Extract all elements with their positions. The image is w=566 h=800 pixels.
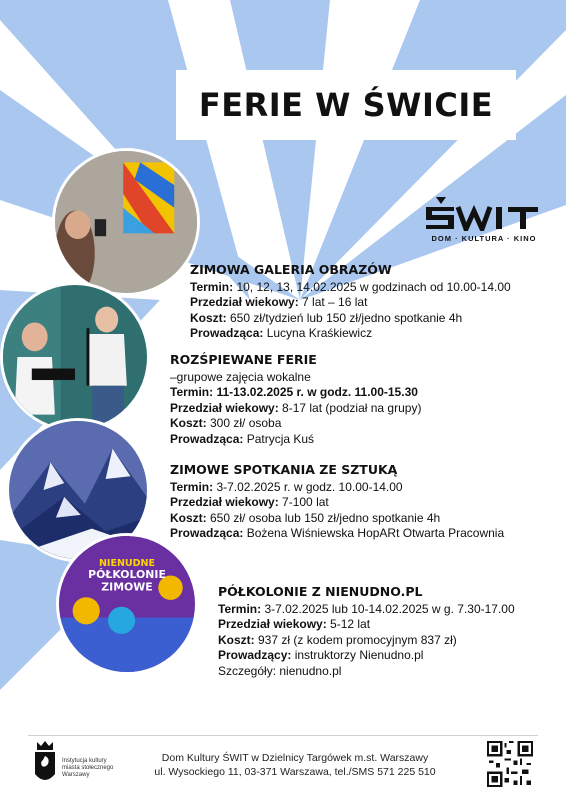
event-line: Koszt: 937 zł (z kodem promocyjnym 837 zł) bbox=[218, 632, 457, 647]
footer-divider bbox=[28, 735, 538, 736]
event-singing bbox=[170, 352, 421, 447]
event-camp bbox=[218, 584, 515, 679]
logo-subtitle: DOM · KULTURA · KINO bbox=[431, 234, 537, 243]
event-line: Termin: 10, 12, 13, 14.02.2025 w godzinach od 10.00-14.00 bbox=[190, 279, 511, 294]
photo-poster bbox=[56, 533, 198, 675]
event-details-link[interactable]: Szczegóły: nienudno.pl bbox=[218, 663, 342, 678]
page-title: FERIE W ŚWICIE bbox=[198, 86, 494, 124]
photo-singing bbox=[0, 282, 150, 432]
event-title: ZIMOWE SPOTKANIA ZE SZTUKĄ bbox=[170, 462, 398, 477]
swit-logo bbox=[420, 195, 548, 243]
footer-address: Dom Kultury ŚWIT w Dzielnicy Targówek m.st. Warszawy ul. Wysockiego 11, 03-371 Warszawa, tel./SMS 571 225 510 bbox=[154, 752, 436, 778]
event-line: Przedział wiekowy: 5-12 lat bbox=[218, 617, 371, 631]
photo-gallery bbox=[52, 148, 200, 296]
event-line: Koszt: 650 zł/ osoba lub 150 zł/jedno spotkanie 4h bbox=[170, 510, 441, 525]
institution-label: Instytucja kultury miasta stołecznego Warszawy bbox=[62, 758, 114, 778]
event-line: Prowadząca: Lucyna Kraśkiewicz bbox=[190, 326, 373, 340]
poster-line1: NIENUDNE bbox=[98, 557, 156, 569]
event-line: Prowadząca: Patrycja Kuś bbox=[170, 431, 315, 446]
event-gallery bbox=[190, 262, 511, 342]
event-title: ZIMOWA GALERIA OBRAZÓW bbox=[190, 262, 392, 277]
swit-logo-mark bbox=[424, 195, 544, 231]
event-line: Przedział wiekowy: 8-17 lat (podział na grupy) bbox=[170, 400, 422, 415]
title-banner bbox=[176, 70, 516, 140]
event-line: Prowadząca: Bożena Wiśniewska HopARt Otwarta Pracownia bbox=[170, 526, 505, 540]
event-line: Przedział wiekowy: 7-100 lat bbox=[170, 495, 329, 509]
event-line: Przedział wiekowy: 7 lat – 16 lat bbox=[190, 295, 368, 309]
event-title: PÓŁKOLONIE Z NIENUDNO.PL bbox=[218, 584, 423, 599]
event-line: Koszt: 300 zł/ osoba bbox=[170, 416, 282, 430]
event-subtitle: –grupowe zajęcia wokalne bbox=[170, 369, 311, 384]
event-art bbox=[170, 462, 504, 542]
qr-code-icon[interactable] bbox=[487, 741, 533, 787]
poster-line3: ZIMOWE bbox=[101, 580, 153, 594]
event-title: ROZŚPIEWANE FERIE bbox=[170, 352, 317, 367]
event-line: Termin: 11-13.02.2025 r. w godz. 11.00-15.30 bbox=[170, 385, 418, 399]
event-line: Termin: 3-7.02.2025 r. w godz. 10.00-14.00 bbox=[170, 479, 403, 494]
event-line: Koszt: 650 zł/tydzień lub 150 zł/jedno spotkanie 4h bbox=[190, 310, 463, 325]
event-line: Termin: 3-7.02.2025 lub 10-14.02.2025 w g. 7.30-17.00 bbox=[218, 601, 515, 616]
poster-line2: PÓŁKOLONIE bbox=[88, 568, 166, 582]
warsaw-crest-icon bbox=[32, 740, 58, 790]
event-line: Prowadzący: instruktorzy Nienudno.pl bbox=[218, 648, 424, 662]
